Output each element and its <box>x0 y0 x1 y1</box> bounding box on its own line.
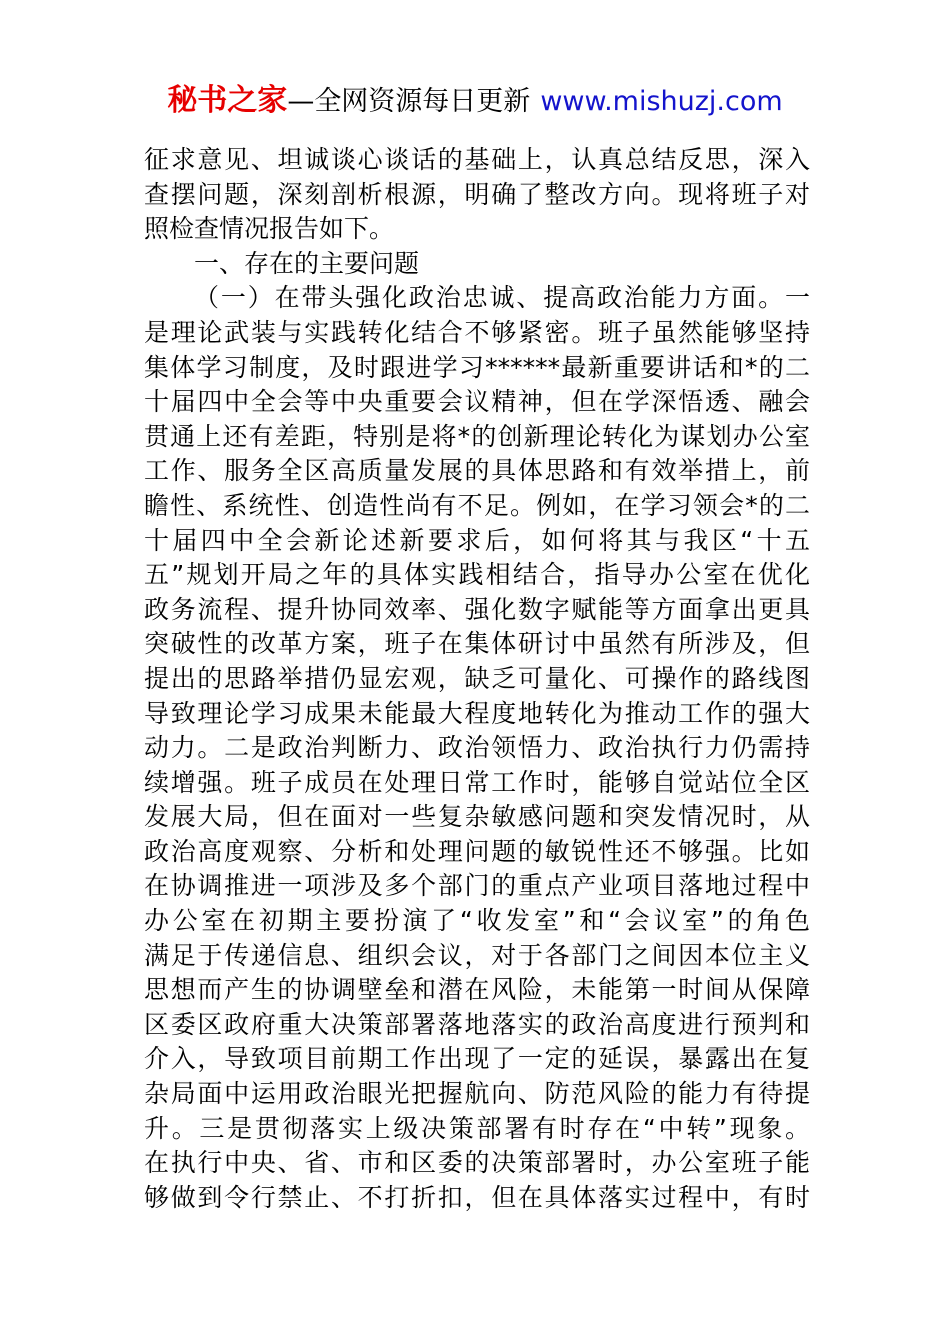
text-line: 十届四中全会等中央重要会议精神，但在学深悟透、融会 <box>144 387 810 417</box>
site-header <box>0 84 950 119</box>
text-line: 满足于传递信息、组织会议，对于各部门之间因本位主义 <box>144 940 810 970</box>
site-tagline: 全网资源每日更新 <box>314 86 531 117</box>
text-line: 杂局面中运用政治眼光把握航向、防范风险的能力有待提 <box>144 1079 810 1109</box>
text-line: 办公室在初期主要扮演了“收发室”和“会议室”的角色 <box>144 906 810 936</box>
document-body <box>144 143 810 1215</box>
text-line: 动力。二是政治判断力、政治领悟力、政治执行力仍需持 <box>144 733 810 763</box>
text-line: 区委区政府重大决策部署落地落实的政治高度进行预判和 <box>144 1009 810 1039</box>
text-line: 够做到令行禁止、不打折扣，但在具体落实过程中，有时 <box>144 1182 810 1212</box>
text-line: 五”规划开局之年的具体实践相结合，指导办公室在优化 <box>144 560 810 590</box>
text-line: 查摆问题，深刻剖析根源，明确了整改方向。现将班子对 <box>144 179 810 209</box>
text-line: 续增强。班子成员在处理日常工作时，能够自觉站位全区 <box>144 767 810 797</box>
text-line: 在执行中央、省、市和区委的决策部署时，办公室班子能 <box>144 1148 810 1178</box>
text-line: 政务流程、提升协同效率、强化数字赋能等方面拿出更具 <box>144 594 810 624</box>
text-line: 突破性的改革方案，班子在集体研讨中虽然有所涉及，但 <box>144 629 810 659</box>
text-line: 在协调推进一项涉及多个部门的重点产业项目落地过程中 <box>144 871 810 901</box>
text-line: 是理论武装与实践转化结合不够紧密。班子虽然能够坚持 <box>144 317 810 347</box>
text-line: 照检查情况报告如下。 <box>144 214 395 244</box>
text-line: 介入，导致项目前期工作出现了一定的延误，暴露出在复 <box>144 1044 810 1074</box>
text-line: 贯通上还有差距，特别是将*的创新理论转化为谋划办公室 <box>144 421 810 451</box>
text-line: 工作、服务全区高质量发展的具体思路和有效举措上，前 <box>144 456 810 486</box>
text-line: 集体学习制度，及时跟进学习******最新重要讲话和*的二 <box>144 352 810 382</box>
text-line: 征求意见、坦诚谈心谈话的基础上，认真总结反思，深入 <box>144 145 810 174</box>
text-line: 升。三是贯彻落实上级决策部署有时存在“中转”现象。 <box>144 1113 810 1143</box>
text-line: 瞻性、系统性、创造性尚有不足。例如，在学习领会*的二 <box>144 490 810 520</box>
site-url-link[interactable]: www.mishuzj.com <box>540 86 783 117</box>
text-line: 一、存在的主要问题 <box>194 248 420 278</box>
text-line: 十届四中全会新论述新要求后，如何将其与我区“十五 <box>144 525 810 555</box>
text-line: （一）在带头强化政治忠诚、提高政治能力方面。一 <box>194 283 810 313</box>
text-line: 提出的思路举措仍显宏观，缺乏可量化、可操作的路线图 <box>144 663 810 693</box>
text-line: 政治高度观察、分析和处理问题的敏锐性还不够强。比如 <box>144 836 810 866</box>
site-name: 秘书之家 <box>167 83 288 118</box>
header-dash: — <box>287 86 315 117</box>
text-line: 发展大局，但在面对一些复杂敏感问题和突发情况时，从 <box>144 802 810 832</box>
text-line: 导致理论学习成果未能最大程度地转化为推动工作的强大 <box>144 698 810 728</box>
text-line: 思想而产生的协调壁垒和潜在风险，未能第一时间从保障 <box>144 975 810 1005</box>
